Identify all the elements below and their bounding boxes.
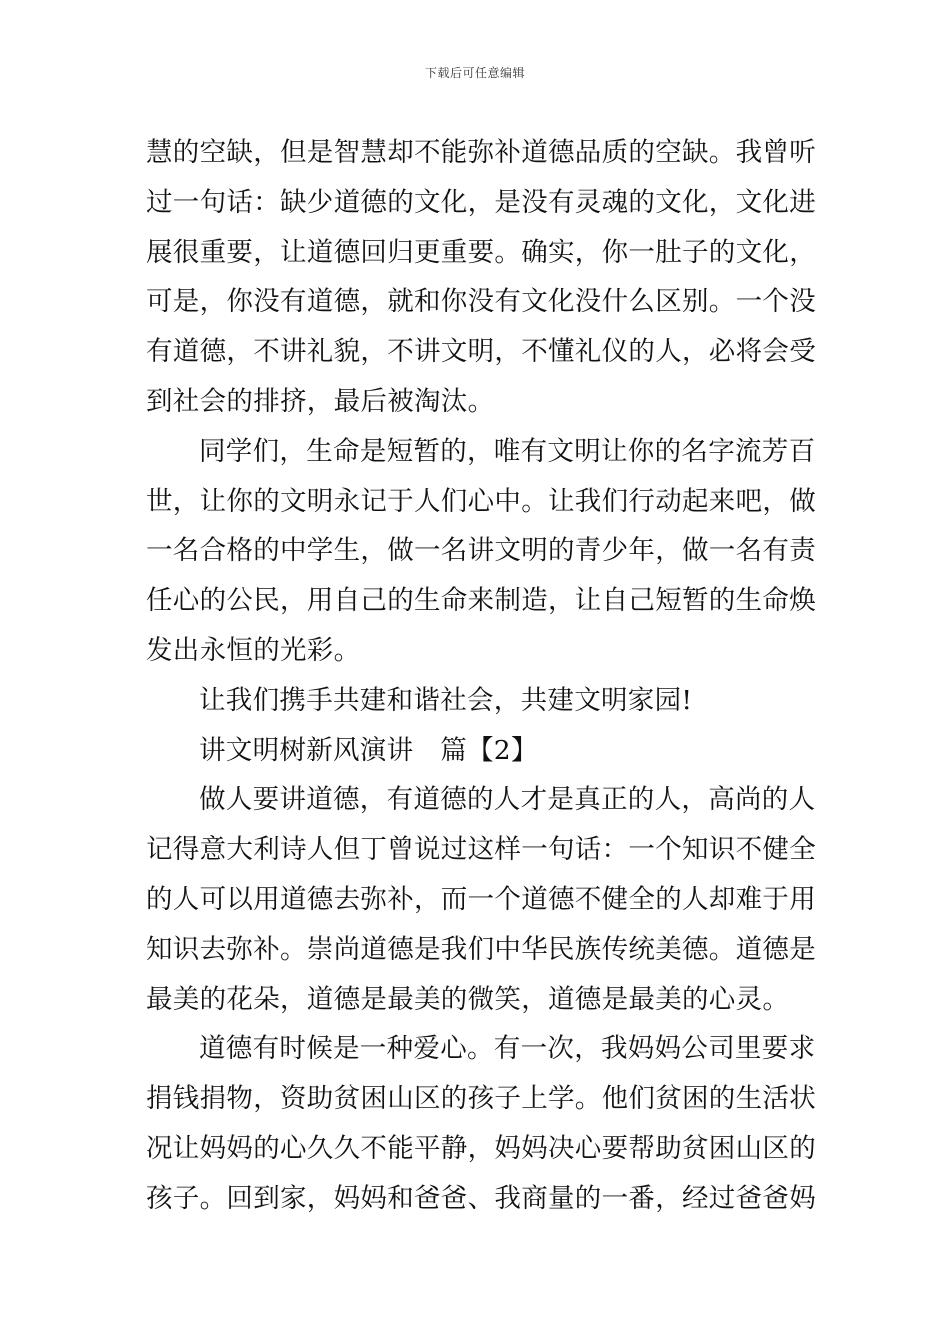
text-line: 同学们，生命是短暂的，唯有文明让你的名字流芳百 [199,435,816,467]
text-line: 一名合格的中学生，做一名讲文明的青少年，做一名有责 [146,535,816,567]
text-line: 世，让你的文明永记于人们心中。让我们行动起来吧，做 [146,485,816,517]
text-line: 有道德，不讲礼貌，不讲文明，不懂礼仪的人，必将会受 [146,336,816,368]
text-line: 到社会的排挤，最后被淘汰。 [146,385,495,417]
text-line: 过一句话：缺少道德的文化，是没有灵魂的文化，文化进 [146,186,816,218]
text-line: 记得意大利诗人但丁曾说过这样一句话：一个知识不健全 [146,834,816,866]
text-line: 况让妈妈的心久久不能平静，妈妈决心要帮助贫困山区的 [146,1132,816,1164]
text-line: 任心的公民，用自己的生命来制造，让自己短暂的生命焕 [146,585,816,617]
text-line: 捐钱捐物，资助贫困山区的孩子上学。他们贫困的生活状 [146,1083,816,1115]
text-line: 可是，你没有道德，就和你没有文化没什么区别。一个没 [146,286,816,318]
text-line: 道德有时候是一种爱心。有一次，我妈妈公司里要求 [199,1033,816,1065]
text-line: 知识去弥补。崇尚道德是我们中华民族传统美德。道德是 [146,933,816,965]
document-body [146,128,816,1224]
section-heading: 讲文明树新风演讲 篇【2】 [199,734,538,766]
text-line: 做人要讲道德，有道德的人才是真正的人，高尚的人 [199,784,816,816]
text-line: 展很重要，让道德回归更重要。确实，你一肚子的文化， [146,236,816,268]
page-header: 下载后可任意编辑 [424,66,525,80]
text-line: 的人可以用道德去弥补，而一个道德不健全的人却难于用 [146,883,816,915]
text-line: 最美的花朵，道德是最美的微笑，道德是最美的心灵。 [146,983,790,1015]
text-line: 发出永恒的光彩。 [146,634,361,666]
text-line: 慧的空缺，但是智慧却不能弥补道德品质的空缺。我曾听 [146,137,816,168]
text-line: 让我们携手共建和谐社会，共建文明家园! [199,684,693,716]
text-line: 孩子。回到家，妈妈和爸爸、我商量的一番，经过爸爸妈 [146,1182,816,1214]
